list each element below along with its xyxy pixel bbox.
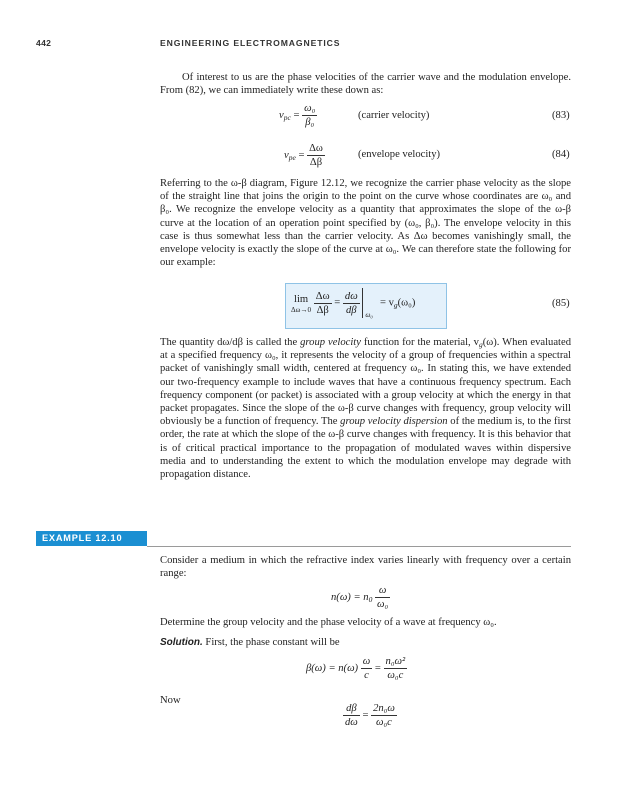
paragraph-intro: [160, 71, 571, 97]
eq83-label: (carrier velocity): [358, 110, 430, 121]
text-run: of the medium is, to the first order, the rate at which the slope of the ω-β curve changes with frequency. It is this behavior that is of critical practical importance to the propagation of modulated waves within dispersive media and to understanding the extent to which the modulation envelope may degrade with propagation distance.: [160, 416, 571, 481]
paragraph-text: Consider a medium in which the refractive index varies linearly with frequency over a certain range:: [160, 555, 571, 580]
eq85-rhs-sub: g: [393, 300, 398, 310]
eq84-numerator: Δω: [309, 143, 323, 154]
paragraph-omega-beta: [160, 177, 571, 269]
text-run: (ω). When evaluated at a specified frequency ω₀, it represents the velocity of a group of frequencies within a spectral packet of vanishingly small width, centered at frequency ω₀. In stating this, we have extended our two-frequency example to include waves that have a continuous frequency spectrum. Each frequency component (or packet) is associated with a group velocity at which the energy in that packet propagates. Since the slope of the ω-β curve changes with frequency, group velocity will obviously be a function of frequency. The: [160, 337, 571, 428]
example-rule: [147, 546, 571, 547]
paragraph-text: Referring to the ω-β diagram, Figure 12.12, we recognize the carrier phase velocity as the slope of the straight line that joins the origin to the point on the curve whose coordinates are ω₀ and β₀. We recognize the envelope velocity as a quantity that approximates the slope of the ω-β curve at the location of an operation point specified by (ω₀, β₀). The envelope velocity in this case is thus somewhat less than the carrier velocity. As Δω becomes vanishingly small, the envelope velocity is exactly the slope of the curve at ω₀. We can therefore state the following for our example:: [160, 178, 571, 269]
example-intro: [160, 554, 571, 580]
solution-label: Solution.: [160, 637, 203, 648]
equation-83: [279, 102, 317, 129]
page-number: 442: [36, 38, 52, 48]
eqn-denominator: ω₀: [376, 599, 389, 610]
solution-line: [160, 636, 571, 649]
eq85-eval-point: ω₀: [365, 311, 373, 319]
eqd-fraction-1: [343, 702, 360, 729]
eqbeta-fraction-1: [361, 655, 372, 682]
equation-85: [291, 288, 415, 318]
paragraph-text: [160, 336, 571, 481]
equation-refractive-index: [331, 584, 390, 611]
eq85-rhs-arg: (ω₀): [397, 297, 416, 309]
eqbeta-equals: =: [374, 662, 381, 674]
eq85-eval-bar: [362, 288, 377, 318]
equation-phase-constant: [306, 655, 407, 682]
eq85-fraction-2: [343, 290, 360, 317]
eq85-limit: [291, 293, 311, 314]
eqn-numerator: ω: [375, 584, 390, 598]
eq84-denominator: Δβ: [309, 157, 323, 168]
text-run: The quantity dω/dβ is called the: [160, 337, 301, 348]
eq85-number: (85): [552, 298, 570, 309]
example-task: [160, 616, 571, 629]
eq83-lhs-sub: pc: [283, 112, 291, 122]
equation-84: [284, 142, 325, 169]
eq85-equals: =: [334, 297, 341, 309]
eq85-num1: Δω: [315, 290, 330, 302]
solution-text: First, the phase constant will be: [202, 637, 340, 648]
example-label: EXAMPLE 12.10: [36, 531, 147, 546]
eq83-denominator: β₀: [305, 117, 315, 128]
eqd-den1: dω: [345, 717, 358, 728]
eqd-num2: 2n₀ω: [373, 703, 395, 714]
eqd-num1: dβ: [343, 702, 360, 716]
eq85-den1: Δβ: [316, 304, 329, 316]
eq83-number: (83): [552, 110, 570, 121]
eqd-equals: =: [362, 709, 369, 721]
eq83-equals: =: [293, 109, 300, 121]
eqbeta-fraction-2: [384, 655, 408, 682]
eq85-lim-sub: Δω→0: [291, 305, 312, 314]
paragraph-text: Determine the group velocity and the phase velocity of a wave at frequency ω₀.: [160, 617, 497, 628]
eqn-lhs: n(ω) = n: [331, 591, 369, 603]
equation-derivative: [343, 702, 397, 729]
paragraph-text: Now: [160, 695, 181, 706]
eq84-lhs: v: [284, 149, 289, 161]
eq85-rhs: = v: [379, 297, 394, 309]
eq84-fraction: [307, 142, 325, 169]
eq84-number: (84): [552, 149, 570, 160]
text-run: function for the material, v: [360, 337, 479, 348]
term-group-velocity-dispersion: group velocity dispersion: [340, 416, 448, 428]
paragraph-group-velocity: [160, 336, 571, 481]
paragraph-text: [160, 636, 571, 649]
eqbeta-den1: c: [364, 670, 369, 681]
running-title: ENGINEERING ELECTROMAGNETICS: [160, 38, 341, 48]
eq83-numerator: ω₀: [304, 103, 316, 114]
eq84-equals: =: [298, 149, 305, 161]
eqbeta-num1: ω: [362, 656, 371, 667]
term-group-velocity: group velocity: [300, 337, 361, 348]
eqbeta-lhs: β(ω) = n(ω): [306, 662, 359, 674]
eqd-fraction-2: [371, 702, 397, 729]
subscript-g: g: [478, 340, 483, 349]
eq84-label: (envelope velocity): [358, 149, 441, 160]
eqbeta-num2: n₀ω²: [385, 656, 406, 667]
eqbeta-den2: ω₀c: [387, 670, 404, 681]
eq83-lhs: v: [279, 109, 284, 121]
eqn-lhs-sub: 0: [368, 594, 373, 604]
eq85-num2: dω: [344, 290, 358, 302]
eq85-fraction-1: [314, 290, 332, 317]
eq84-lhs-sub: pe: [288, 152, 296, 162]
paragraph-text: Of interest to us are the phase velocities of the carrier wave and the modulation envelope. From (82), we can immediately write these down as:: [160, 72, 571, 97]
eqn-fraction: [375, 584, 390, 611]
eq85-lim: lim: [294, 293, 309, 305]
eq85-den2: dβ: [345, 304, 357, 316]
eqd-den2: ω₀c: [376, 717, 392, 728]
eq83-fraction: [302, 102, 317, 129]
